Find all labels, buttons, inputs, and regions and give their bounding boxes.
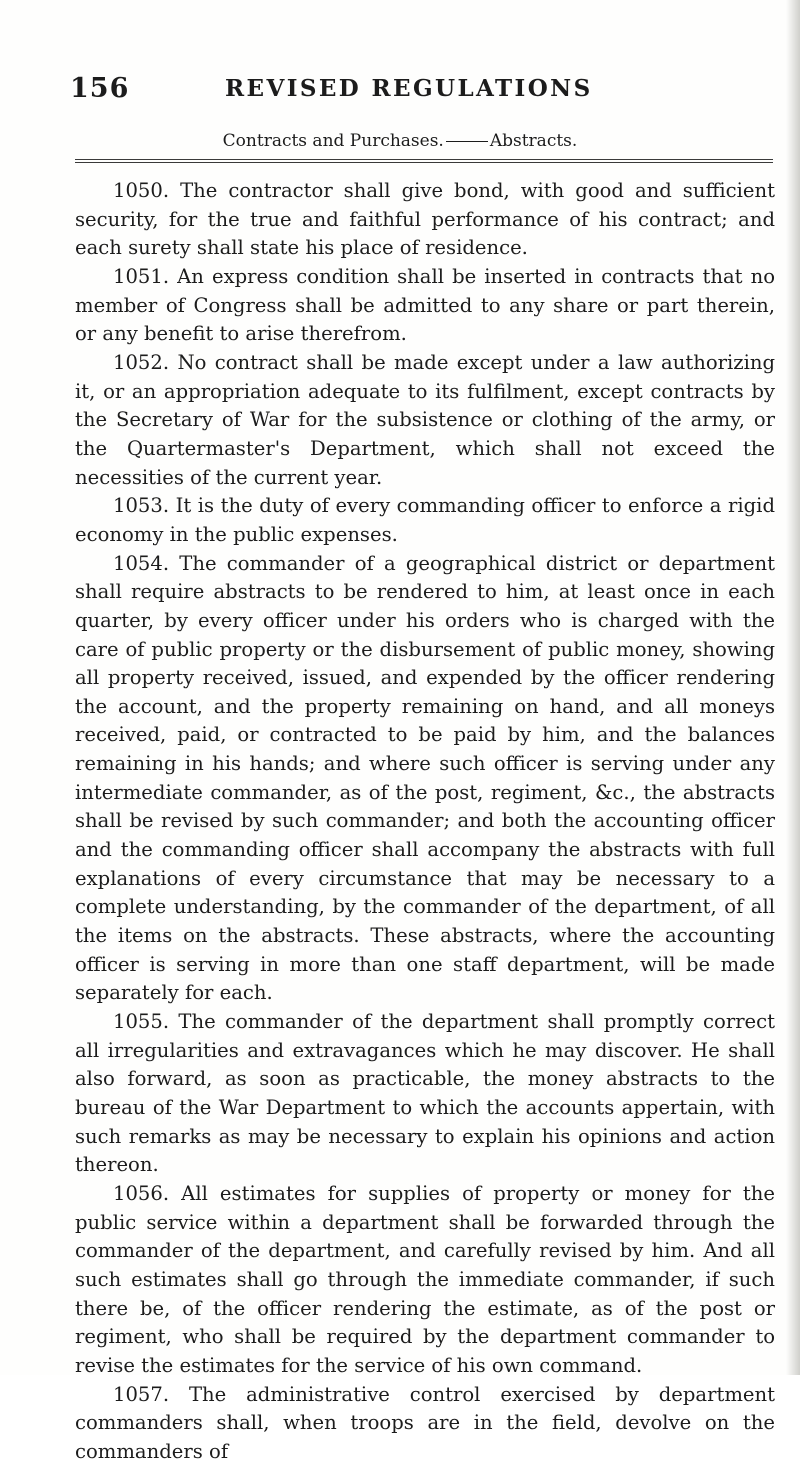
subheading-left: Contracts and Purchases. (222, 131, 444, 151)
section-subheading (0, 131, 800, 151)
body-text (75, 177, 775, 1467)
running-title: REVISED REGULATIONS (225, 75, 593, 102)
paragraph-1056: 1056. All estimates for supplies of property or money for the public service within a department shall be forwarded through the commander of the department, and carefully revised by him. And all such estimates shall go through the immediate commander, if such there be, of the officer rendering the estimate, as of the post or regiment, who shall be required by the department commander to revise the estimates for the service of his own command. (75, 1181, 775, 1377)
page-edge-shadow (786, 0, 800, 1375)
paragraph-1053: 1053. It is the duty of every commanding officer to enforce a rigid economy in the public expenses. (75, 494, 775, 546)
paragraph-1052: 1052. No contract shall be made except under a law authorizing it, or an appropriation adequate to its fulfilment, except contracts by the Secretary of War for the subsistence or clothing of the army, or the Quartermaster's Department, which shall not exceed the necessities of the current year. (75, 350, 775, 489)
paragraph-1057: 1057. The administrative control exercised by department commanders shall, when troops are in the field, devolve on the commanders of (75, 1382, 775, 1463)
paragraph-1055: 1055. The commander of the department shall promptly correct all irregularities and extravagances which he may discover. He shall also forward, as soon as practicable, the money abstracts to the bureau of the War Department to which the accounts appertain, with such remarks as may be necessary to explain his opinions and action thereon. (75, 1010, 775, 1177)
subheading-right: Abstracts. (489, 131, 578, 151)
paragraph-1054: 1054. The commander of a geographical district or department shall require abstracts to be rendered to him, at least once in each quarter, by every officer under his orders who is charged with the care of public property or the disbursement of public money, showing all property received, issued, and expended by the officer rendering the account, and the property remaining on hand, and all moneys received, paid, or contracted to be paid by him, and the balances remaining in his hands; and where such officer is serving under any intermediate commander, as of the post, regiment, &c., the abstracts shall be revised by such commander; and both the accounting officer and the commanding officer shall accompany the abstracts with full explanations of every circumstance that may be necessary to a complete understanding, by the commander of the department, of all the items on the abstracts. These abstracts, where the accounting officer is serving in more than one staff department, will be made separately for each. (75, 551, 775, 1005)
page-number: 156 (70, 73, 130, 104)
header-rule-top (75, 159, 773, 160)
header-rule-bottom (75, 162, 773, 163)
paragraph-1051: 1051. An express condition shall be inserted in contracts that no member of Congress shall be admitted to any share or part therein, or any benefit to arise therefrom. (75, 264, 775, 346)
paragraph-1050: 1050. The contractor shall give bond, with good and sufficient security, for the true and faithful performance of his contract; and each surety shall state his place of residence. (75, 179, 775, 260)
em-dash-rule (446, 141, 488, 142)
